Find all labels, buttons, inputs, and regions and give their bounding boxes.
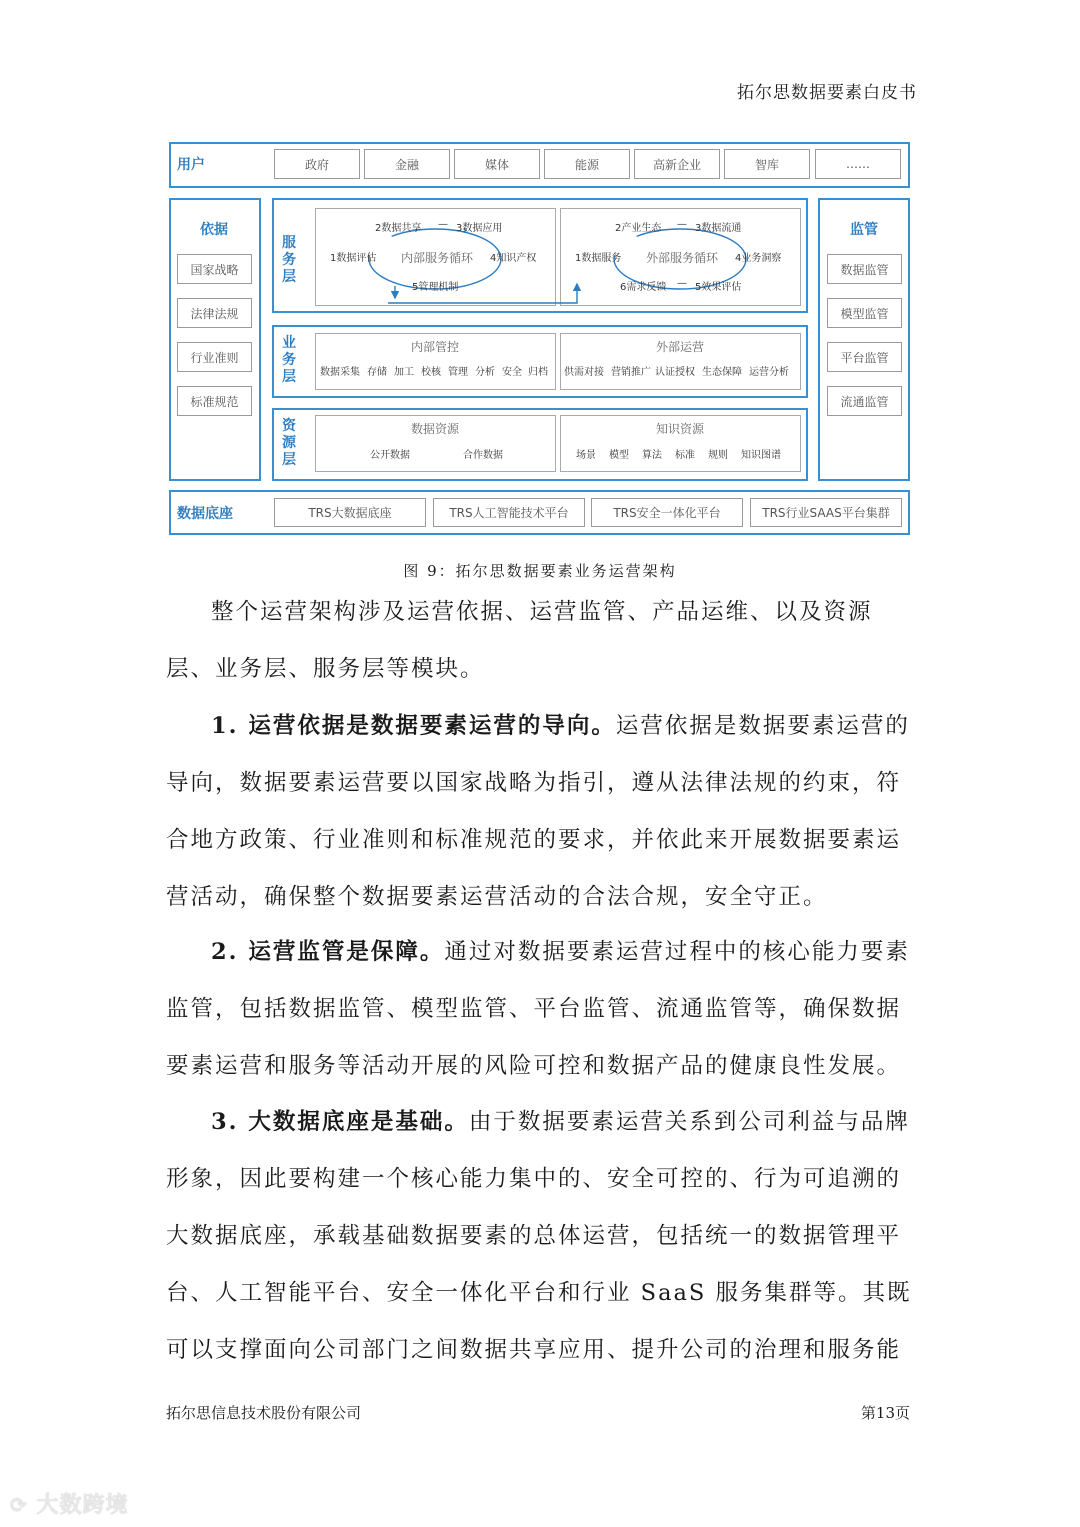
foundation-item: TRS大数据底座	[274, 498, 426, 527]
paragraph-text: 由于数据要素运营关系到公司利益与品牌形象，因此要构建一个核心能力集中的、安全可控的、行为可追溯的大数据底座，承载基础数据要素的总体运营，包括统一的数据管理平台、人工智能平台、安全一体化平台和行业 SaaS 服务集群等。其既可以支撑面向公司部门之间数据共享应用、提升公司的治理和服务能	[166, 1109, 912, 1363]
paragraph-text: 运营依据是数据要素运营的导向，数据要素运营要以国家战略为指引，遵从法律法规的约束，符合地方政策、行业准则和标准规范的要求，并依此来开展数据要素运营活动，确保整个数据要素运营活动的合法合规，安全守正。	[166, 713, 910, 910]
foundation-item: TRS人工智能技术平台	[433, 498, 585, 527]
resource-layer-label: 资源层	[282, 418, 296, 468]
basis-item: 行业准则	[177, 342, 252, 372]
user-item: 智库	[724, 149, 810, 179]
internal-control-item: 校核	[421, 367, 441, 378]
external-operation-item: 供需对接	[564, 367, 604, 378]
paragraph-basis	[166, 698, 918, 926]
architecture-diagram	[165, 138, 913, 540]
service-layer-label: 服务层	[282, 235, 296, 285]
header-title: 拓尔思数据要素白皮书	[737, 83, 917, 103]
footer-page-number: 第13页	[860, 1404, 910, 1422]
external-node-4: 4业务洞察	[735, 253, 782, 264]
knowledge-resource-item: 标准	[675, 450, 695, 461]
knowledge-resource-item: 模型	[609, 450, 629, 461]
footer-company: 拓尔思信息技术股份有限公司	[166, 1404, 362, 1422]
knowledge-resource-title: 知识资源	[656, 422, 705, 436]
external-dash: —	[677, 219, 687, 230]
knowledge-resource-item: 规则	[708, 450, 728, 461]
watermark-icon: ⟳	[10, 1493, 28, 1517]
user-item: 高新企业	[634, 149, 720, 179]
foundation-label: 数据底座	[177, 506, 233, 522]
user-item: ……	[815, 149, 901, 179]
paragraph-foundation	[166, 1094, 918, 1379]
external-node-1: 1数据服务	[575, 253, 622, 264]
external-operation-item: 营销推广	[611, 367, 651, 378]
internal-control-item: 归档	[528, 367, 548, 378]
internal-control-item: 数据采集	[320, 367, 360, 378]
paragraph-heading: 1. 运营依据是数据要素运营的导向。	[211, 713, 616, 739]
supervision-item: 模型监管	[827, 298, 902, 328]
external-node-6: 6需求反馈	[620, 282, 667, 293]
user-item: 金融	[364, 149, 450, 179]
basis-item: 标准规范	[177, 386, 252, 416]
basis-item: 国家战略	[177, 254, 252, 284]
external-node-3: 3数据流通	[695, 223, 742, 234]
internal-node-1: 1数据评估	[330, 253, 377, 264]
external-operation-item: 认证授权	[655, 367, 695, 378]
data-resource-title: 数据资源	[411, 422, 460, 436]
paragraph-heading: 3. 大数据底座是基础。	[211, 1109, 469, 1135]
internal-node-3: 3数据应用	[456, 223, 503, 234]
paragraph-heading: 2. 运营监管是保障。	[211, 939, 445, 965]
supervision-item: 流通监管	[827, 386, 902, 416]
internal-control-item: 加工	[394, 367, 414, 378]
basis-column	[169, 198, 261, 481]
internal-loop-center: 内部服务循环	[401, 251, 474, 265]
external-dash-2: —	[677, 278, 687, 289]
knowledge-resource-item: 算法	[642, 450, 662, 461]
user-item: 媒体	[454, 149, 540, 179]
users-label: 用户	[177, 157, 205, 173]
supervision-column	[818, 198, 910, 481]
internal-control-item: 分析	[475, 367, 495, 378]
supervision-item: 平台监管	[827, 342, 902, 372]
paragraph-intro	[166, 584, 918, 698]
knowledge-resource-item: 知识图谱	[741, 450, 781, 461]
supervision-item: 数据监管	[827, 254, 902, 284]
external-operation-item: 生态保障	[702, 367, 742, 378]
figure-caption: 图 9：拓尔思数据要素业务运营架构	[403, 562, 677, 580]
paragraph-supervision	[166, 924, 918, 1095]
foundation-item: TRS安全一体化平台	[591, 498, 743, 527]
user-item: 能源	[544, 149, 630, 179]
external-operation-item: 运营分析	[749, 367, 789, 378]
data-resource-item: 合作数据	[463, 450, 503, 461]
supervision-label: 监管	[850, 222, 878, 238]
knowledge-resource-item: 场景	[576, 450, 596, 461]
internal-control-title: 内部管控	[411, 340, 460, 354]
paragraph-text: 通过对数据要素运营过程中的核心能力要素监管，包括数据监管、模型监管、平台监管、流通监管等，确保数据要素运营和服务等活动开展的风险可控和数据产品的健康良性发展。	[166, 939, 910, 1079]
data-resource-item: 公开数据	[370, 450, 410, 461]
internal-control-item: 安全	[502, 367, 522, 378]
external-node-5: 5效果评估	[695, 282, 742, 293]
internal-control-item: 管理	[448, 367, 468, 378]
internal-control-item: 存储	[367, 367, 387, 378]
foundation-item: TRS行业SAAS平台集群	[750, 498, 902, 527]
external-operation-title: 外部运营	[656, 340, 705, 354]
external-node-2: 2产业生态	[615, 223, 662, 234]
basis-item: 法律法规	[177, 298, 252, 328]
external-loop-center: 外部服务循环	[646, 251, 719, 265]
business-layer-label: 业务层	[282, 335, 296, 385]
internal-node-5: 5管理机制	[412, 282, 459, 293]
watermark-logo	[10, 1488, 128, 1519]
user-item: 政府	[274, 149, 360, 179]
watermark-text: 大数跨境	[36, 1493, 129, 1518]
basis-label: 依据	[200, 222, 228, 238]
internal-dash: —	[438, 219, 448, 230]
internal-node-4: 4知识产权	[490, 253, 537, 264]
paragraph-text: 整个运营架构涉及运营依据、运营监管、产品运维、以及资源层、业务层、服务层等模块。	[166, 599, 873, 682]
internal-node-2: 2数据共享	[375, 223, 422, 234]
